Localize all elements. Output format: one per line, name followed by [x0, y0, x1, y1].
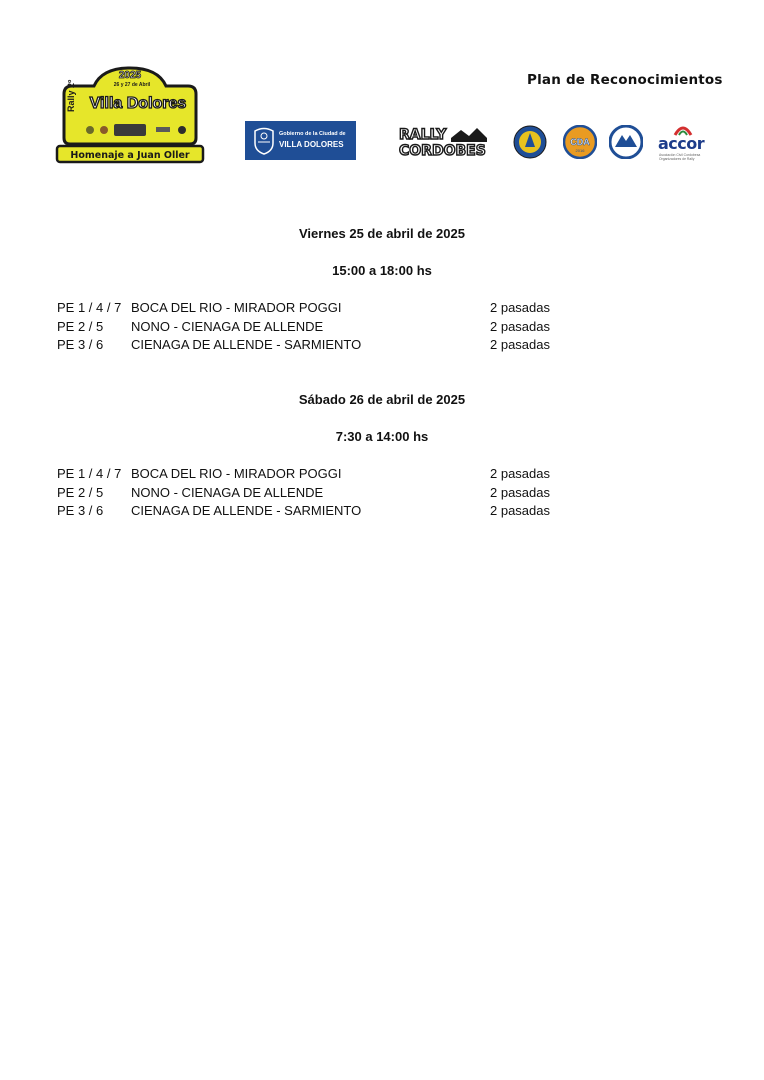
- rally-cordobes-logo: [397, 124, 489, 158]
- stage-passes: 2 pasadas: [490, 318, 550, 334]
- badge-tribute: Homenaje a Juan Oller: [70, 150, 190, 161]
- stage-code: PE 1 / 4 / 7: [57, 300, 122, 315]
- page-title: Plan de Reconocimientos: [527, 72, 723, 88]
- stage-code: PE 2 / 5: [57, 318, 104, 334]
- stage-code: PE 3 / 6: [57, 503, 104, 518]
- gov-logo-line1: Gobierno de la Ciudad de: [279, 131, 346, 137]
- badge-name: Villa Dolores: [89, 95, 187, 112]
- time-range: 7:30 a 14:00 hs: [335, 429, 429, 444]
- accor-logo: [655, 124, 711, 162]
- badge-dates: 26 y 27 de Abril: [113, 82, 151, 88]
- rc-logo-line2: CORDOBES: [399, 143, 486, 158]
- stage-route: BOCA DEL RIO - MIRADOR POGGI: [131, 300, 342, 315]
- gobierno-villa-dolores-logo: [245, 121, 356, 160]
- stage-passes: 2 pasadas: [490, 503, 550, 518]
- day-title: Sábado 26 de abril de 2025: [298, 392, 466, 407]
- badge-edition: Rally 2º: [66, 79, 76, 112]
- coat-of-arms-icon: [253, 126, 275, 155]
- badge-year: 2025: [118, 70, 142, 81]
- stage-passes: 2 pasadas: [490, 466, 550, 481]
- stage-route: NONO - CIENAGA DE ALLENDE: [131, 484, 324, 500]
- rally-villa-dolores-logo: [54, 64, 206, 164]
- gov-logo-line2: VILLA DOLORES: [279, 140, 344, 149]
- mountain-circle-logo: [609, 125, 643, 159]
- stage-code: PE 3 / 6: [57, 337, 104, 352]
- cda-logo-text: CDA: [570, 137, 590, 147]
- rc-logo-line1: RALLY: [399, 127, 447, 143]
- accor-sub-line2: Organizadores de Rally: [659, 157, 695, 161]
- accor-wordmark: accor: [658, 134, 705, 153]
- cda-logo-year: 2016: [575, 148, 585, 153]
- stage-route: CIENAGA DE ALLENDE - SARMIENTO: [131, 337, 362, 352]
- day-title: Viernes 25 de abril de 2025: [299, 226, 465, 241]
- stage-route: NONO - CIENAGA DE ALLENDE: [131, 318, 324, 334]
- stage-route: BOCA DEL RIO - MIRADOR POGGI: [131, 466, 342, 481]
- stage-code: PE 2 / 5: [57, 484, 104, 500]
- time-range: 15:00 a 18:00 hs: [332, 263, 432, 278]
- stage-code: PE 1 / 4 / 7: [57, 466, 122, 481]
- federation-circle-logo: [513, 125, 547, 159]
- stage-passes: 2 pasadas: [490, 337, 550, 352]
- stage-passes: 2 pasadas: [490, 300, 550, 315]
- cda-circle-logo: [563, 125, 597, 159]
- stage-route: CIENAGA DE ALLENDE - SARMIENTO: [131, 503, 362, 518]
- accor-subtitle: [659, 153, 700, 161]
- stage-passes: 2 pasadas: [490, 484, 550, 500]
- accor-sub-line1: Asociación Civil Cordobesa: [659, 153, 701, 157]
